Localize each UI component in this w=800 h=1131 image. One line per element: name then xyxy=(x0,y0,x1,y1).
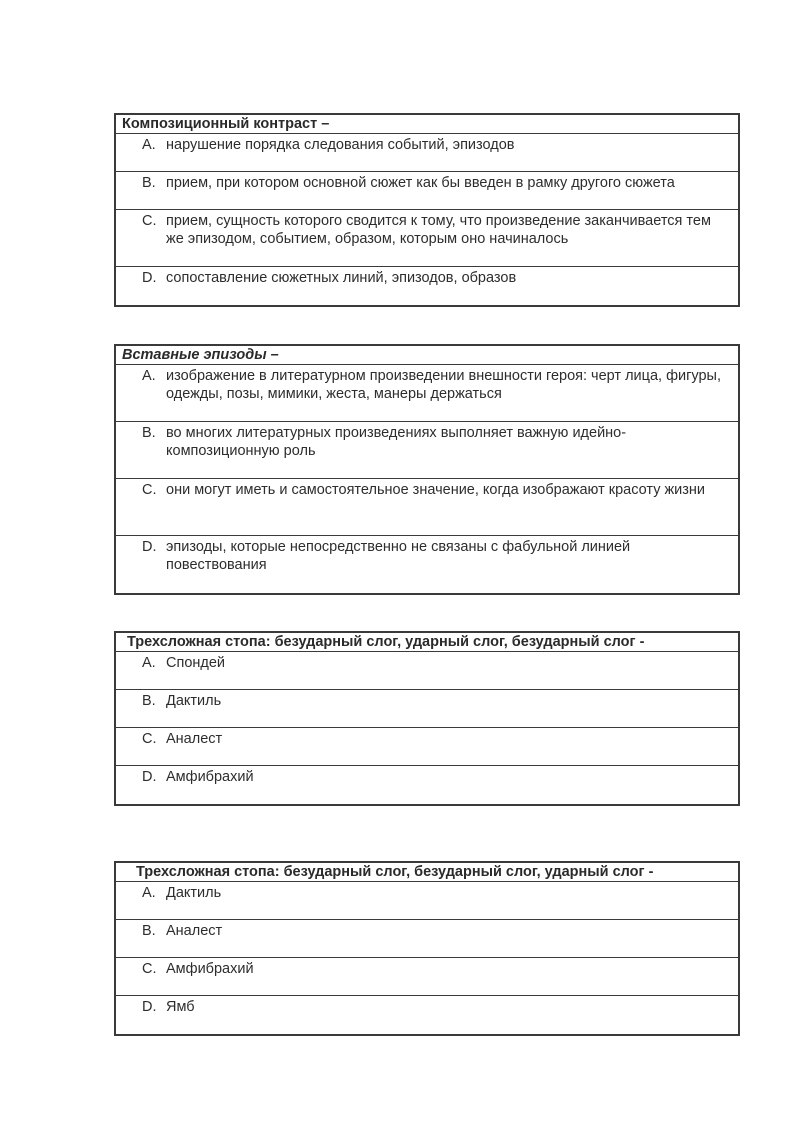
option-letter: C. xyxy=(142,961,157,977)
option-letter: D. xyxy=(142,539,157,555)
option-text: Амфибрахий xyxy=(166,961,254,977)
answer-option-d[interactable] xyxy=(116,766,738,804)
option-text: эпизоды, которые непосредственно не связаны с фабульной линией повествования xyxy=(166,539,631,573)
option-text: Ямб xyxy=(166,999,195,1015)
answer-option-a[interactable] xyxy=(116,652,738,690)
answer-option-b[interactable] xyxy=(116,422,738,479)
answer-option-d[interactable] xyxy=(116,536,738,593)
answer-option-c[interactable] xyxy=(116,210,738,267)
option-letter: A. xyxy=(142,368,156,384)
answer-option-c[interactable] xyxy=(116,479,738,536)
option-text: изображение в литературном произведении внешности героя: черт лица, фигуры, одежды, позы, мимики, жеста, манеры держаться xyxy=(166,368,722,402)
answer-option-d[interactable] xyxy=(116,996,738,1034)
option-text: Аналест xyxy=(166,731,223,747)
option-text: они могут иметь и самостоятельное значение, когда изображают красоту жизни xyxy=(166,482,706,498)
option-letter: A. xyxy=(142,655,156,671)
option-text: Амфибрахий xyxy=(166,769,254,785)
answer-option-a[interactable] xyxy=(116,365,738,422)
option-text: Аналест xyxy=(166,923,223,939)
option-text: Спондей xyxy=(166,655,226,671)
option-text: во многих литературных произведениях выполняет важную идейно-композиционную роль xyxy=(166,425,627,459)
option-text: прием, сущность которого сводится к тому, что произведение заканчивается тем же эпизодом, событием, образом, которым оно начиналось xyxy=(166,213,711,247)
answer-option-a[interactable] xyxy=(116,134,738,172)
question-title: Трехсложная стопа: безударный слог, ударный слог, безударный слог - xyxy=(116,633,738,652)
option-letter: D. xyxy=(142,769,157,785)
option-letter: C. xyxy=(142,482,157,498)
option-letter: B. xyxy=(142,425,156,441)
answer-option-b[interactable] xyxy=(116,920,738,958)
option-letter: B. xyxy=(142,923,156,939)
option-text: сопоставление сюжетных линий, эпизодов, образов xyxy=(166,270,517,286)
option-letter: D. xyxy=(142,270,157,286)
question-block-1 xyxy=(114,113,740,307)
question-block-4 xyxy=(114,861,740,1036)
option-letter: A. xyxy=(142,137,156,153)
question-title: Трехсложная стопа: безударный слог, безударный слог, ударный слог - xyxy=(116,863,738,882)
option-letter: C. xyxy=(142,731,157,747)
option-letter: C. xyxy=(142,213,157,229)
answer-option-c[interactable] xyxy=(116,728,738,766)
answer-option-b[interactable] xyxy=(116,172,738,210)
answer-option-d[interactable] xyxy=(116,267,738,305)
question-block-2 xyxy=(114,344,740,595)
answer-option-c[interactable] xyxy=(116,958,738,996)
question-title: Вставные эпизоды – xyxy=(116,346,738,365)
answer-option-a[interactable] xyxy=(116,882,738,920)
answer-option-b[interactable] xyxy=(116,690,738,728)
question-block-3 xyxy=(114,631,740,806)
option-letter: B. xyxy=(142,175,156,191)
option-text: Дактиль xyxy=(166,885,222,901)
option-text: нарушение порядка следования событий, эпизодов xyxy=(166,137,515,153)
option-text: Дактиль xyxy=(166,693,222,709)
option-letter: B. xyxy=(142,693,156,709)
question-title: Композиционный контраст – xyxy=(116,115,738,134)
option-letter: A. xyxy=(142,885,156,901)
option-letter: D. xyxy=(142,999,157,1015)
option-text: прием, при котором основной сюжет как бы введен в рамку другого сюжета xyxy=(166,175,675,191)
